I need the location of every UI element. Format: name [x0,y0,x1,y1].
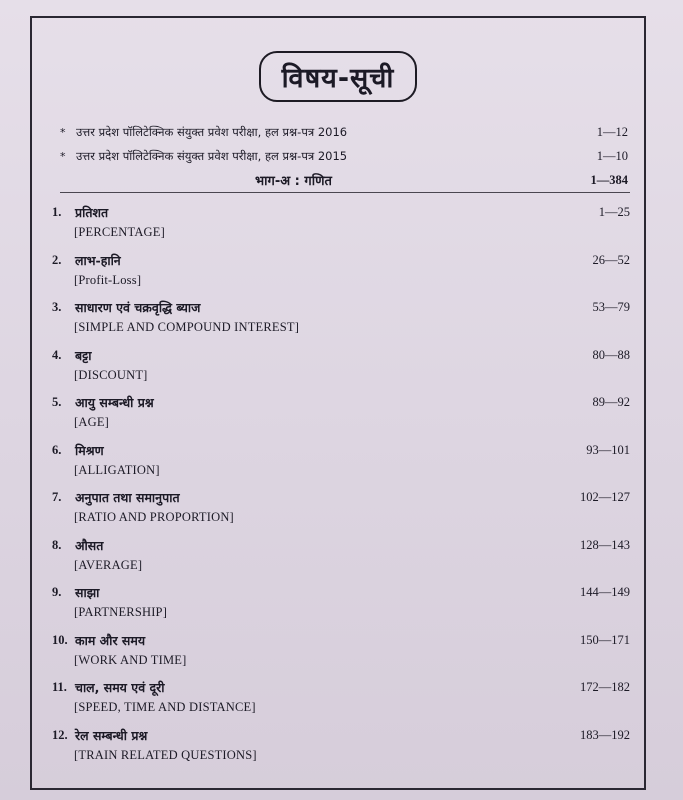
chapter-number: 11. [52,680,67,694]
chapter-title-english: [DISCOUNT] [74,367,148,382]
chapter-entry [52,728,630,772]
chapter-number: 1. [52,205,62,219]
bullet-star-icon: * [60,125,66,139]
chapter-entry [52,395,630,439]
page-title: विषय-सूची [281,63,395,94]
chapter-title-english: [RATIO AND PROPORTION] [74,510,234,524]
title-frame [259,51,417,102]
chapter-title-hindi: काम और समय [75,632,146,648]
chapter-pages: 89—92 [592,395,630,409]
chapter-title-hindi: मिश्रण [75,442,104,458]
chapter-pages: 144—149 [580,585,630,599]
chapter-title-hindi: साझा [75,585,100,600]
chapter-title-english: [Profit-Loss] [74,272,142,287]
chapter-number: 12. [52,727,68,742]
chapter-title-english: [PERCENTAGE] [74,225,165,239]
chapter-pages: 26—52 [592,252,630,267]
chapter-title-hindi: चाल, समय एवं दूरी [75,680,165,695]
chapter-number: 7. [52,490,62,504]
chapter-entry [52,633,630,677]
previous-paper-pages: 1—10 [596,148,628,163]
previous-paper-title: उत्तर प्रदेश पॉलिटेक्निक संयुक्त प्रवेश परीक्षा, हल प्रश्न-पत्र 2016 [76,124,348,139]
chapter-title-hindi: बट्टा [75,347,92,363]
chapter-title-english: [SIMPLE AND COMPOUND INTEREST] [74,320,300,334]
chapter-title-english: [SPEED, TIME AND DISTANCE] [74,700,256,714]
chapter-pages: 93—101 [586,442,630,457]
previous-paper-pages: 1—12 [596,124,628,139]
chapter-title-english: [AGE] [74,415,110,429]
chapter-title-english: [WORK AND TIME] [74,652,187,667]
divider-line [60,192,630,193]
chapter-title-hindi: आयु सम्बन्धी प्रश्न [75,395,154,410]
chapter-number: 6. [52,442,62,457]
chapter-title-english: [AVERAGE] [74,557,143,572]
chapter-pages: 172—182 [580,680,630,694]
part-title: भाग-अ : गणित [255,174,332,189]
chapter-pages: 1—25 [598,205,630,219]
chapter-entry [52,680,630,724]
chapter-title-hindi: औसत [75,537,104,553]
chapter-number: 8. [52,537,62,552]
chapter-title-hindi: प्रतिशत [75,205,109,220]
chapter-pages: 80—88 [592,347,630,362]
chapter-entry [52,205,630,249]
chapter-entry [52,490,630,534]
chapter-title-hindi: साधारण एवं चक्रवृद्धि ब्याज [75,300,201,315]
chapter-number: 4. [52,347,62,362]
chapter-entry [52,300,630,344]
chapter-pages: 183—192 [580,727,630,742]
chapter-entry [52,538,630,582]
chapter-number: 3. [52,300,62,314]
chapter-number: 10. [52,632,68,647]
previous-paper-title: उत्तर प्रदेश पॉलिटेक्निक संयुक्त प्रवेश परीक्षा, हल प्रश्न-पत्र 2015 [76,148,348,163]
chapter-pages: 150—171 [580,632,630,647]
previous-paper-entry [60,147,628,165]
chapter-entry [52,348,630,392]
chapter-pages: 128—143 [580,537,630,552]
chapter-number: 5. [52,395,62,409]
previous-paper-entry [60,123,628,141]
chapter-title-english: [ALLIGATION] [74,462,160,477]
chapter-title-hindi: लाभ-हानि [75,252,121,268]
bullet-star-icon: * [60,149,66,163]
chapter-entry [52,585,630,629]
chapter-title-english: [PARTNERSHIP] [74,605,168,619]
chapter-title-hindi: अनुपात तथा समानुपात [75,490,180,505]
chapter-pages: 53—79 [592,300,630,314]
chapter-number: 2. [52,252,62,267]
part-heading-row [60,170,628,190]
chapter-entry [52,253,630,297]
chapter-title-english: [TRAIN RELATED QUESTIONS] [74,747,257,762]
chapter-entry [52,443,630,487]
chapter-title-hindi: रेल सम्बन्धी प्रश्न [75,727,148,743]
part-pages: 1—384 [590,172,628,187]
chapter-pages: 102—127 [580,490,630,504]
chapter-number: 9. [52,585,62,599]
